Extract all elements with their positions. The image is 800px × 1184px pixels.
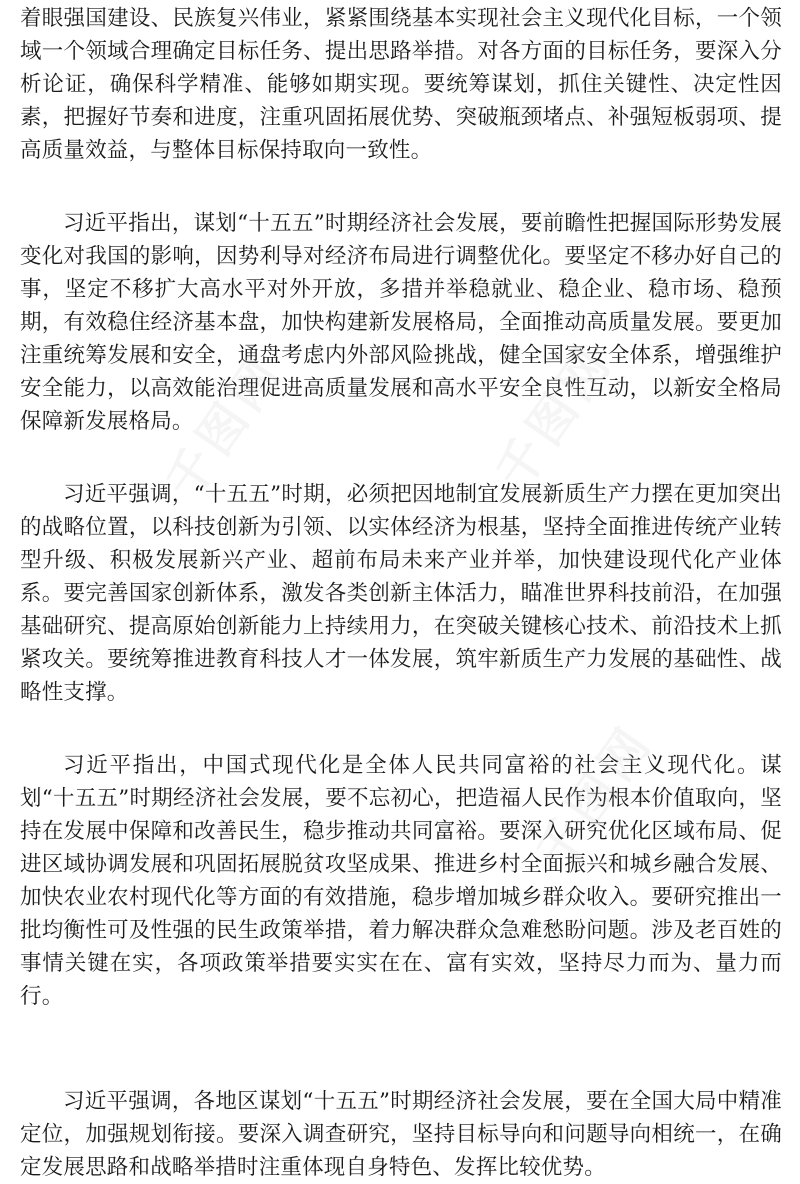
paragraph-5: 习近平强调，各地区谋划“十五五”时期经济社会发展，要在全国大局中精准定位，加强规划衔接。要深入调查研究，坚持目标导向和问题导向相统一，在确定发展思路和战略举措时注重体现自身特色、发挥比较优势。 <box>20 1089 782 1180</box>
paragraph-2: 习近平指出，谋划“十五五”时期经济社会发展，要前瞻性把握国际形势发展变化对我国的影响，因势利导对经济布局进行调整优化。要坚定不移办好自己的事，坚定不移扩大高水平对外开放，多措并举稳就业、稳企业、稳市场、稳预期，有效稳住经济基本盘，加快构建新发展格局，全面推动高质量发展。要更加注重统筹发展和安全，通盘考虑内外部风险挑战，健全国家安全体系，增强维护安全能力，以高效能治理促进高质量发展和高水平安全良性互动，以新安全格局保障新发展格局。 <box>20 211 782 434</box>
watermark: 千图网 <box>485 334 625 500</box>
watermark: 千图网 <box>155 344 295 510</box>
paragraph-1: 着眼强国建设、民族复兴伟业，紧紧围绕基本实现社会主义现代化目标，一个领域一个领域合理确定目标任务、提出思路举措。对各方面的目标任务，要深入分析论证，确保科学精准、能够如期实现。要统筹谋划，抓住关键性、决定性因素，把握好节奏和进度，注重巩固拓展优势、突破瓶颈堵点、补强短板弱项、提高质量效益，与整体目标保持取向一致性。 <box>20 6 782 163</box>
paragraph-3: 习近平强调，“十五五”时期，必须把因地制宜发展新质生产力摆在更加突出的战略位置，以科技创新为引领、以实体经济为根基，坚持全面推进传统产业转型升级、积极发展新兴产业、超前布局未来产业并举，加快建设现代化产业体系。要完善国家创新体系，激发各类创新主体活力，瞄准世界科技前沿，在加强基础研究、提高原始创新能力上持续用力，在突破关键核心技术、前沿技术上抓紧攻关。要统筹推进教育科技人才一体发展，筑牢新质生产力发展的基础性、战略性支撑。 <box>20 482 782 705</box>
watermark: 千图网 <box>525 714 665 880</box>
paragraph-4: 习近平指出，中国式现代化是全体人民共同富裕的社会主义现代化。谋划“十五五”时期经济社会发展，要不忘初心，把造福人民作为根本价值取向，坚持在发展中保障和改善民生，稳步推动共同富裕。要深入研究优化区域布局、促进区域协调发展和巩固拓展脱贫攻坚成果、推进乡村全面振兴和城乡融合发展、加快农业农村现代化等方面的有效措施，稳步增加城乡群众收入。要研究推出一批均衡性可及性强的民生政策举措，着力解决群众急难愁盼问题。涉及老百姓的事情关键在实，各项政策举措要实实在在、富有实效，坚持尽力而为、量力而行。 <box>20 753 782 1009</box>
